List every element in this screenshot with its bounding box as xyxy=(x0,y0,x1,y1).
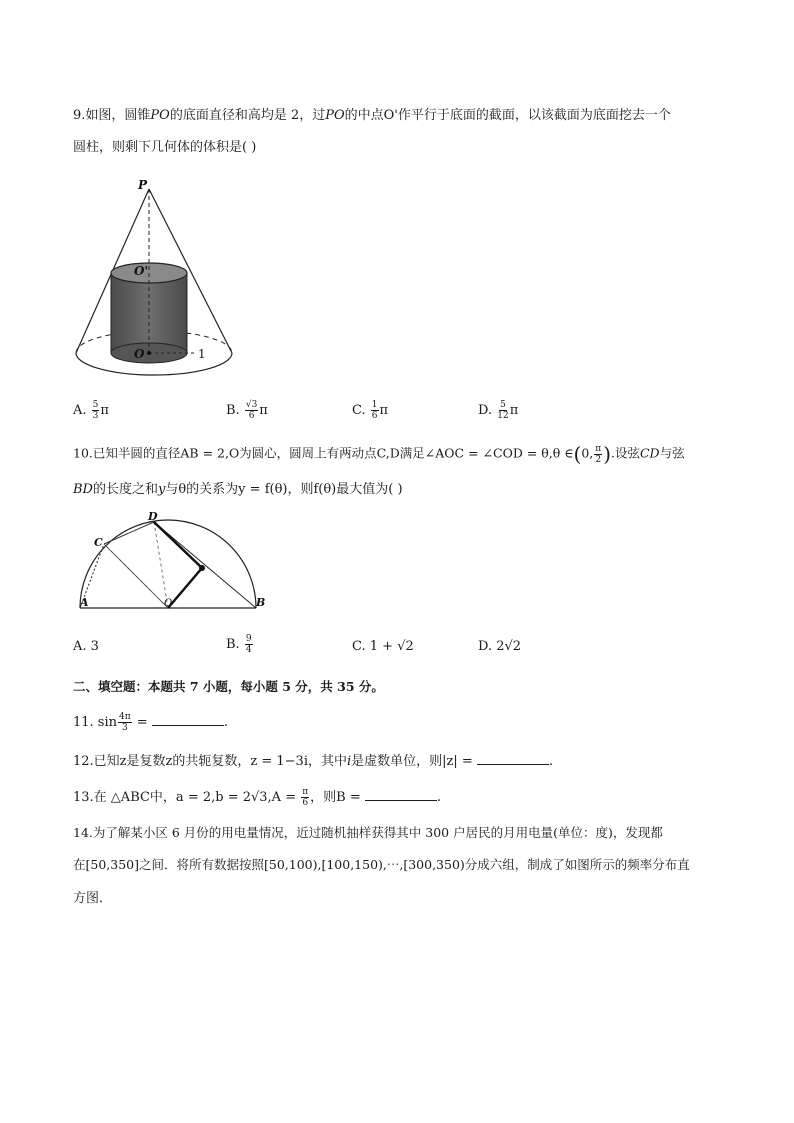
answer-blank[interactable] xyxy=(477,752,549,765)
q9-line1: 9.如图，圆锥PO的底面直径和高均是 2，过PO的中点O'作平行于底面的截面，以该截面为底面挖去一个 xyxy=(73,108,671,123)
q14-line2: 在[50,350]之间．将所有数据按照[50,100),[100,150),⋯,[300,350)分成六组，制成了如图所示的频率分布直 xyxy=(73,857,690,872)
answer-blank[interactable] xyxy=(365,788,437,801)
cone-cylinder-figure xyxy=(72,175,237,380)
q10-line1: 10.已知半圆的直径AB = 2,O为圆心，圆周上有两动点C,D满足∠AOC = ∠COD = θ,θ ∈(0, $\frac{\pi}{2}$ ).设弦CD与弦 xyxy=(73,442,685,466)
q10-option-d[interactable]: D. 2√2 xyxy=(478,639,522,654)
label-b: B xyxy=(256,596,266,609)
q14-line1: 14.为了解某小区 6 月份的用电量情况，近过随机抽样获得其中 300 户居民的月用电量(单位：度)，发现都 xyxy=(73,825,663,840)
q12: 12.已知z是复数z的共轭复数，z = 1−3i，其中i是虚数单位，则|z| = . xyxy=(73,754,554,769)
semicircle-figure xyxy=(72,508,272,616)
q11: 11. sin $\frac{4\pi}{3}$ = . xyxy=(73,712,228,733)
label-o: O xyxy=(164,598,173,609)
q9-option-b[interactable]: B. $\frac{√3}{6}$ π xyxy=(226,400,268,421)
q9-option-c[interactable]: C. $\frac{1}{6}$ π xyxy=(352,400,389,421)
label-o-prime: O' xyxy=(134,264,149,278)
section-title: 二、填空题：本题共 7 小题，每小题 5 分，共 35 分。 xyxy=(73,679,384,694)
q10-option-c[interactable]: C. 1 + √2 xyxy=(352,639,414,654)
q9-option-d[interactable]: D. $\frac{5}{12}$ π xyxy=(478,400,519,421)
q10-line2: BD的长度之和y与θ的关系为y = f(θ)，则f(θ)最大值为( ) xyxy=(73,482,403,497)
label-radius-one: 1 xyxy=(198,347,206,361)
q13: 13.在 △ABC中，a = 2,b = 2√3,A = $\frac{\pi}{6}$ ，则B = . xyxy=(73,787,442,808)
label-o: O xyxy=(134,347,145,361)
q10-option-a[interactable]: A. 3 xyxy=(73,639,99,654)
label-p: P xyxy=(138,178,148,192)
q9-option-a[interactable]: A. $\frac{5}{3}$ π xyxy=(73,400,109,421)
answer-blank[interactable] xyxy=(152,713,224,726)
q10-option-b[interactable]: B. $\frac{9}{4}$ xyxy=(226,634,252,655)
q9-line2: 圆柱，则剩下几何体的体积是( ) xyxy=(73,140,257,155)
label-c: C xyxy=(94,536,103,549)
q14-line3: 方图． xyxy=(73,891,113,906)
label-a: A xyxy=(80,596,89,609)
label-d: D xyxy=(148,510,158,523)
